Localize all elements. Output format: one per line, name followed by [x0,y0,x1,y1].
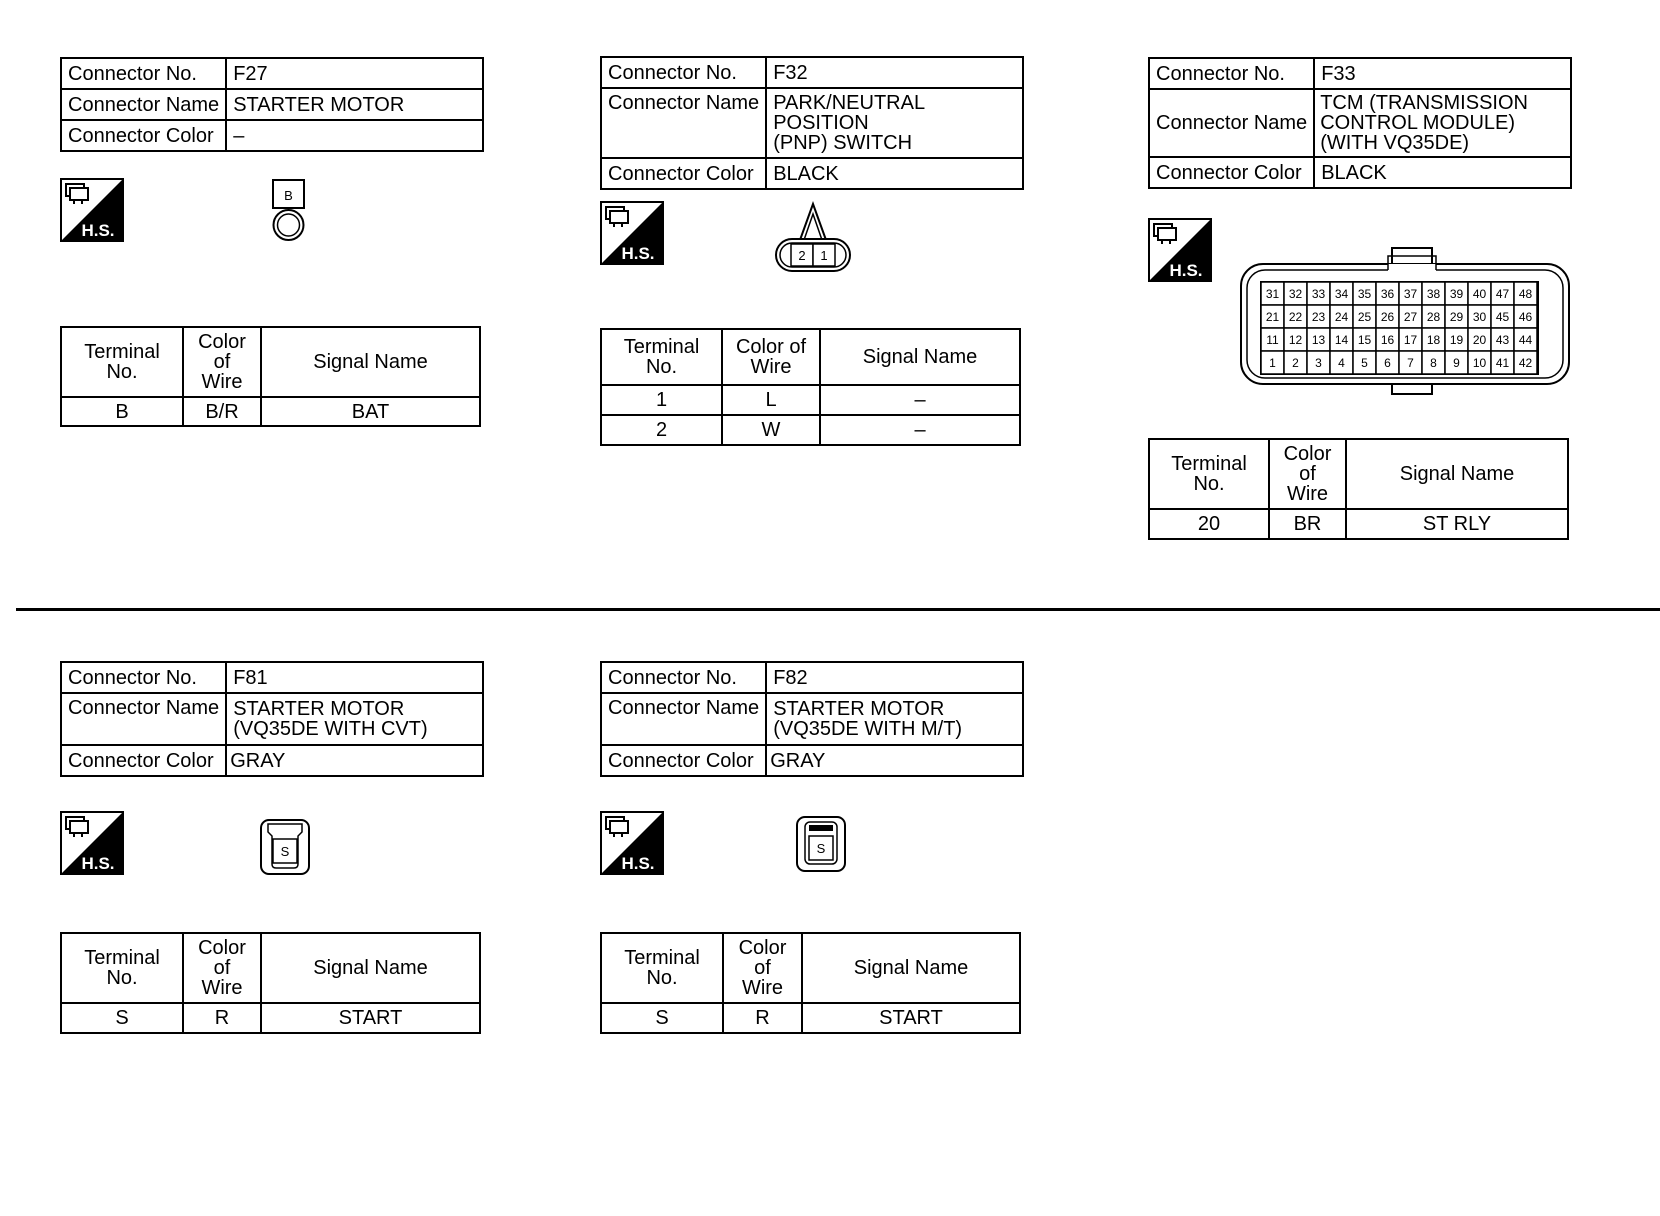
pin-label: 8 [1430,356,1437,370]
pin-label: 42 [1518,356,1533,370]
f82-terminal-table [600,932,1021,1034]
name-line: CONTROL MODULE) [1320,112,1516,134]
table-row [61,397,480,426]
connector-no-label: Connector No. [61,58,226,89]
connector-name-label: Connector Name [601,88,766,158]
pin-label: 4 [1338,356,1345,370]
connector-no-value: F82 [766,662,1023,693]
color-of-label: Color of [738,937,787,979]
pin-label: 13 [1311,333,1326,347]
name-line: PARK/NEUTRAL POSITION [773,92,925,134]
connector-color-value: BLACK [1314,157,1571,188]
terminal-no-header: Terminal No. [1149,439,1269,509]
color-of-wire-header [723,933,802,1003]
color-of-wire-header [183,327,261,397]
f27-terminal-table [60,326,481,427]
pin-label: 38 [1426,287,1441,301]
pin-label: 32 [1288,287,1303,301]
terminal-cell: 2 [601,415,722,445]
pin-label: 6 [1384,356,1391,370]
pin-label: 30 [1472,310,1487,324]
pin-label: 11 [1266,333,1279,347]
signal-name-header: Signal Name [820,329,1020,385]
pin-label: 40 [1472,287,1487,301]
pin-label: 7 [1407,356,1414,370]
connector-no-value: F32 [766,57,1023,88]
connector-color-value: GRAY [226,745,483,776]
terminal-no-header: Terminal No. [601,329,722,385]
pin-label: 12 [1288,333,1303,347]
wire-label: Wire [1286,483,1329,505]
pin-label: 9 [1453,356,1460,370]
pin-label: 3 [1315,356,1322,370]
connector-name-value [226,693,483,745]
harness-side-icon [60,811,124,875]
name-line: (VQ35DE WITH CVT) [233,718,428,740]
connector-no-label: Connector No. [1149,58,1314,89]
pin-label: 15 [1357,333,1372,347]
hs-label: H.S. [81,221,115,240]
connector-no-label: Connector No. [61,662,226,693]
connector-color-label: Connector Color [601,745,766,776]
signal-cell: – [820,415,1020,445]
signal-cell: BAT [261,397,480,426]
hs-label: H.S. [81,854,115,873]
pin-label: 2 [798,248,806,263]
connector-name-label: Connector Name [1149,89,1314,157]
wire-label: Wire [741,977,784,999]
pin-label: 47 [1495,287,1510,301]
connector-color-label: Connector Color [601,158,766,189]
pin-label: 36 [1380,287,1395,301]
table-row [61,1003,480,1033]
hs-label: H.S. [621,854,655,873]
wire-label: Wire [201,371,243,393]
f81-info-table [60,661,484,777]
pin-label: 24 [1334,310,1349,324]
terminal-cell: 20 [1149,509,1269,539]
signal-name-header: Signal Name [261,933,480,1003]
pin-label: S [816,841,826,856]
terminal-cell: S [61,1003,183,1033]
signal-name-header: Signal Name [802,933,1020,1003]
wire-cell: B/R [183,397,261,426]
pin-label: 22 [1288,310,1303,324]
signal-cell: START [261,1003,480,1033]
pin-label: 21 [1265,310,1280,324]
signal-name-header: Signal Name [1346,439,1568,509]
name-line: (PNP) SWITCH [773,132,913,154]
pin-label: 18 [1426,333,1441,347]
pin-label: 10 [1472,356,1487,370]
color-of-label: Color of [735,336,807,358]
f82-info-table [600,661,1024,777]
connector-color-value: GRAY [766,745,1023,776]
pin-label: S [280,844,290,859]
connector-name-label: Connector Name [61,693,226,745]
pin-label: 44 [1518,333,1533,347]
pin-label: 17 [1403,333,1418,347]
hs-label: H.S. [621,244,655,263]
signal-cell: – [820,385,1020,415]
wire-cell: R [183,1003,261,1033]
f27-info-table [60,57,484,152]
pin-label: 48 [1518,287,1533,301]
pin-label: 5 [1361,356,1368,370]
terminal-cell: S [601,1003,723,1033]
color-of-label: Color of [1283,443,1332,485]
color-of-label: Color of [198,937,246,979]
connector-name-value [766,693,1023,745]
pin-label: 37 [1403,287,1418,301]
pin-label: 2 [1292,356,1299,370]
f32-info-table [600,56,1024,190]
f81-terminal-table [60,932,481,1034]
connector-color-label: Connector Color [61,745,226,776]
pin-label: 1 [1269,356,1276,370]
table-row [601,385,1020,415]
wire-cell: L [722,385,820,415]
pin-label: 34 [1334,287,1349,301]
f32-connector-face [773,200,853,274]
pin-label: 14 [1334,333,1349,347]
pin-label: 1 [820,248,828,263]
f82-connector-face [795,815,847,873]
name-line: (VQ35DE WITH M/T) [773,718,963,740]
table-row [601,1003,1020,1033]
connector-name-value [766,88,1023,158]
name-line: STARTER MOTOR [233,698,405,720]
connector-name-label: Connector Name [601,693,766,745]
terminal-cell: B [61,397,183,426]
pin-label: 46 [1518,310,1533,324]
pin-label: 39 [1449,287,1464,301]
f32-terminal-table [600,328,1021,446]
terminal-no-header: Terminal No. [61,933,183,1003]
f33-terminal-table [1148,438,1569,540]
color-of-label: Color of [198,331,246,373]
color-of-wire-header [183,933,261,1003]
table-row [1149,509,1568,539]
f33-info-table [1148,57,1572,189]
wire-label: Wire [201,977,243,999]
pin-label: 20 [1472,333,1487,347]
section-divider [16,608,1660,611]
color-of-wire-header [1269,439,1346,509]
pin-label: 35 [1357,287,1372,301]
f81-connector-face [259,818,311,876]
pin-label: 41 [1495,356,1510,370]
pin-label: 19 [1449,333,1464,347]
connector-color-value: – [226,120,483,151]
pin-label: 26 [1380,310,1395,324]
table-row [601,415,1020,445]
pin-label: 25 [1357,310,1372,324]
connector-name-value: STARTER MOTOR [226,89,483,120]
pin-label: 16 [1380,333,1395,347]
connector-no-value: F33 [1314,58,1571,89]
wire-cell: R [723,1003,802,1033]
signal-cell: START [802,1003,1020,1033]
connector-no-label: Connector No. [601,662,766,693]
pin-label: 45 [1495,310,1510,324]
pin-label: 23 [1311,310,1326,324]
pin-label: 31 [1265,287,1280,301]
name-line: (WITH VQ35DE) [1320,132,1470,154]
harness-side-icon [600,201,664,265]
connector-color-label: Connector Color [61,120,226,151]
pin-label: 27 [1403,310,1418,324]
f27-connector-face [269,178,309,244]
terminal-no-header: Terminal No. [601,933,723,1003]
pin-label: 43 [1495,333,1510,347]
wire-cell: BR [1269,509,1346,539]
pin-label: 29 [1449,310,1464,324]
color-of-wire-header [722,329,820,385]
pin-label: B [284,188,293,203]
terminal-cell: 1 [601,385,722,415]
harness-side-icon [1148,218,1212,282]
f33-connector-face [1238,244,1572,402]
name-line: STARTER MOTOR [773,698,945,720]
signal-cell: ST RLY [1346,509,1568,539]
harness-side-icon [600,811,664,875]
pin-label: 33 [1311,287,1326,301]
keyway [809,825,833,831]
wire-cell: W [722,415,820,445]
connector-color-label: Connector Color [1149,157,1314,188]
hs-label: H.S. [1169,261,1203,280]
name-line: TCM (TRANSMISSION [1320,92,1528,114]
connector-name-label: Connector Name [61,89,226,120]
connector-no-label: Connector No. [601,57,766,88]
connector-no-value: F27 [226,58,483,89]
signal-name-header: Signal Name [261,327,480,397]
wire-label: Wire [750,356,792,378]
pin-label: 28 [1426,310,1441,324]
terminal-no-header: Terminal No. [61,327,183,397]
connector-name-value [1314,89,1571,157]
connector-color-value: BLACK [766,158,1023,189]
harness-side-icon [60,178,124,242]
connector-no-value: F81 [226,662,483,693]
